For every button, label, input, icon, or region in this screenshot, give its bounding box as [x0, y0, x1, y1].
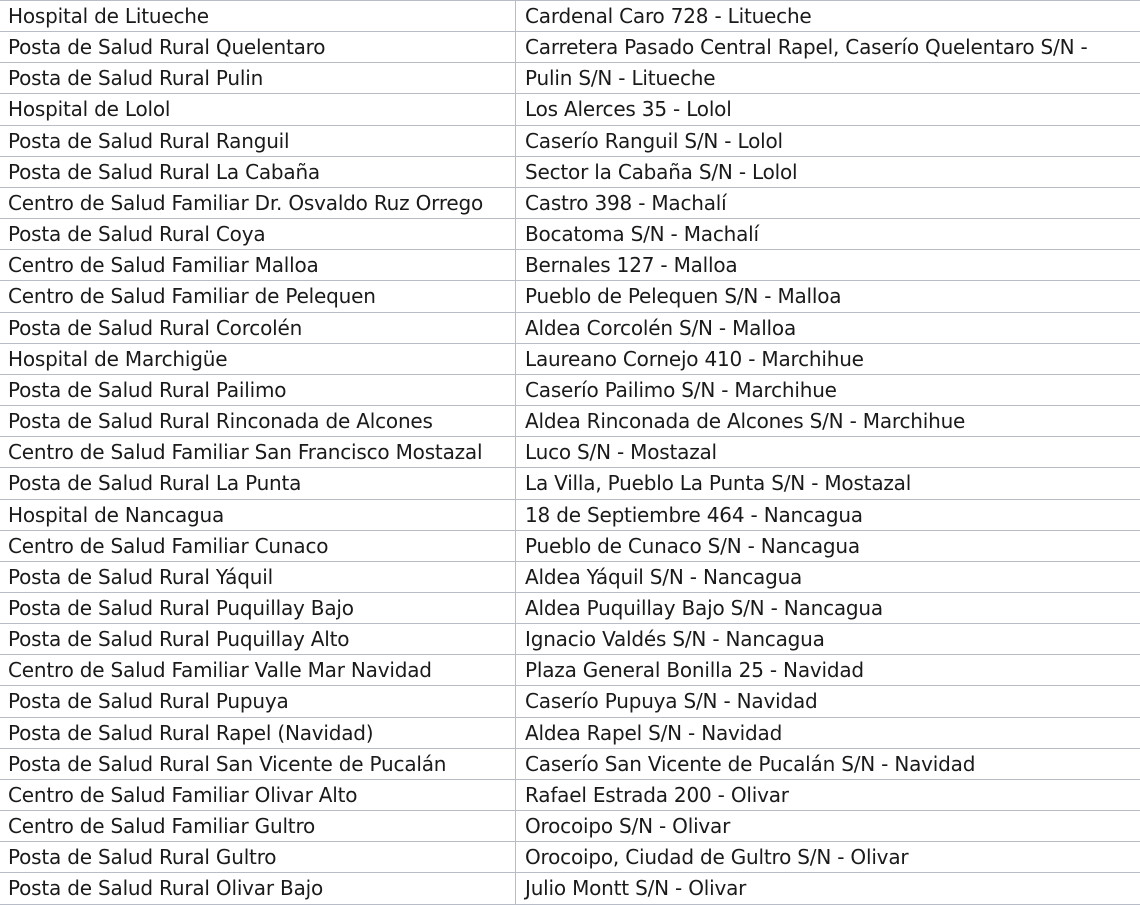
facility-address-cell: Cardenal Caro 728 - Litueche [516, 1, 1140, 32]
facility-name-cell: Centro de Salud Familiar San Francisco Mostazal [0, 437, 516, 468]
facility-name-cell: Hospital de Litueche [0, 1, 516, 32]
facility-address-cell: Rafael Estrada 200 - Olivar [516, 780, 1140, 811]
facility-name-cell: Centro de Salud Familiar Cunaco [0, 531, 516, 562]
facility-address-cell: Ignacio Valdés S/N - Nancagua [516, 624, 1140, 655]
facility-address-cell: Pueblo de Cunaco S/N - Nancagua [516, 531, 1140, 562]
facility-name-cell: Posta de Salud Rural Coya [0, 219, 516, 250]
facility-address-cell: Bernales 127 - Malloa [516, 250, 1140, 281]
facility-name-cell: Posta de Salud Rural La Punta [0, 468, 516, 499]
facility-address-cell: Caserío Ranguil S/N - Lolol [516, 126, 1140, 157]
facility-address-cell: Orocoipo, Ciudad de Gultro S/N - Olivar [516, 842, 1140, 873]
facility-name-cell: Posta de Salud Rural Rinconada de Alcones [0, 406, 516, 437]
facility-name-cell: Centro de Salud Familiar Gultro [0, 811, 516, 842]
facility-address-cell: Aldea Rinconada de Alcones S/N - Marchihue [516, 406, 1140, 437]
facility-address-cell: Luco S/N - Mostazal [516, 437, 1140, 468]
facility-address-cell: La Villa, Pueblo La Punta S/N - Mostazal [516, 468, 1140, 499]
facility-address-cell: Julio Montt S/N - Olivar [516, 873, 1140, 904]
facility-address-cell: Aldea Rapel S/N - Navidad [516, 718, 1140, 749]
facility-name-cell: Hospital de Marchigüe [0, 344, 516, 375]
facility-name-cell: Centro de Salud Familiar Dr. Osvaldo Ruz Orrego [0, 188, 516, 219]
facility-name-cell: Centro de Salud Familiar Malloa [0, 250, 516, 281]
facility-name-cell: Hospital de Lolol [0, 94, 516, 125]
facility-address-cell: Aldea Puquillay Bajo S/N - Nancagua [516, 593, 1140, 624]
facility-name-cell: Posta de Salud Rural Olivar Bajo [0, 873, 516, 904]
facility-address-cell: Los Alerces 35 - Lolol [516, 94, 1140, 125]
facility-name-cell: Posta de Salud Rural Gultro [0, 842, 516, 873]
facility-name-cell: Posta de Salud Rural La Cabaña [0, 157, 516, 188]
facility-address-cell: Pueblo de Pelequen S/N - Malloa [516, 281, 1140, 312]
facility-address-cell: Aldea Corcolén S/N - Malloa [516, 313, 1140, 344]
facility-address-cell: Laureano Cornejo 410 - Marchihue [516, 344, 1140, 375]
facility-name-cell: Posta de Salud Rural Quelentaro [0, 32, 516, 63]
facility-name-cell: Posta de Salud Rural Puquillay Bajo [0, 593, 516, 624]
facility-address-cell: Caserío San Vicente de Pucalán S/N - Navidad [516, 749, 1140, 780]
facility-address-cell: 18 de Septiembre 464 - Nancagua [516, 500, 1140, 531]
facility-address-cell: Orocoipo S/N - Olivar [516, 811, 1140, 842]
facility-address-cell: Pulin S/N - Litueche [516, 63, 1140, 94]
facility-name-cell: Posta de Salud Rural Corcolén [0, 313, 516, 344]
facility-name-cell: Posta de Salud Rural Puquillay Alto [0, 624, 516, 655]
facility-name-cell: Posta de Salud Rural Pailimo [0, 375, 516, 406]
facility-address-cell: Caserío Pailimo S/N - Marchihue [516, 375, 1140, 406]
facility-name-cell: Posta de Salud Rural Pulin [0, 63, 516, 94]
facility-name-cell: Centro de Salud Familiar Olivar Alto [0, 780, 516, 811]
facility-address-cell: Castro 398 - Machalí [516, 188, 1140, 219]
facility-address-cell: Bocatoma S/N - Machalí [516, 219, 1140, 250]
facility-name-cell: Posta de Salud Rural Rapel (Navidad) [0, 718, 516, 749]
facility-address-cell: Plaza General Bonilla 25 - Navidad [516, 655, 1140, 686]
facility-address-cell: Sector la Cabaña S/N - Lolol [516, 157, 1140, 188]
facility-name-cell: Posta de Salud Rural Yáquil [0, 562, 516, 593]
facility-address-cell: Caserío Pupuya S/N - Navidad [516, 686, 1140, 717]
facility-name-cell: Posta de Salud Rural San Vicente de Pucalán [0, 749, 516, 780]
facility-name-cell: Posta de Salud Rural Pupuya [0, 686, 516, 717]
facility-address-cell: Carretera Pasado Central Rapel, Caserío Quelentaro S/N - [516, 32, 1140, 63]
facility-name-cell: Posta de Salud Rural Ranguil [0, 126, 516, 157]
facility-name-cell: Hospital de Nancagua [0, 500, 516, 531]
facility-name-cell: Centro de Salud Familiar Valle Mar Navidad [0, 655, 516, 686]
facility-name-cell: Centro de Salud Familiar de Pelequen [0, 281, 516, 312]
facility-address-cell: Aldea Yáquil S/N - Nancagua [516, 562, 1140, 593]
